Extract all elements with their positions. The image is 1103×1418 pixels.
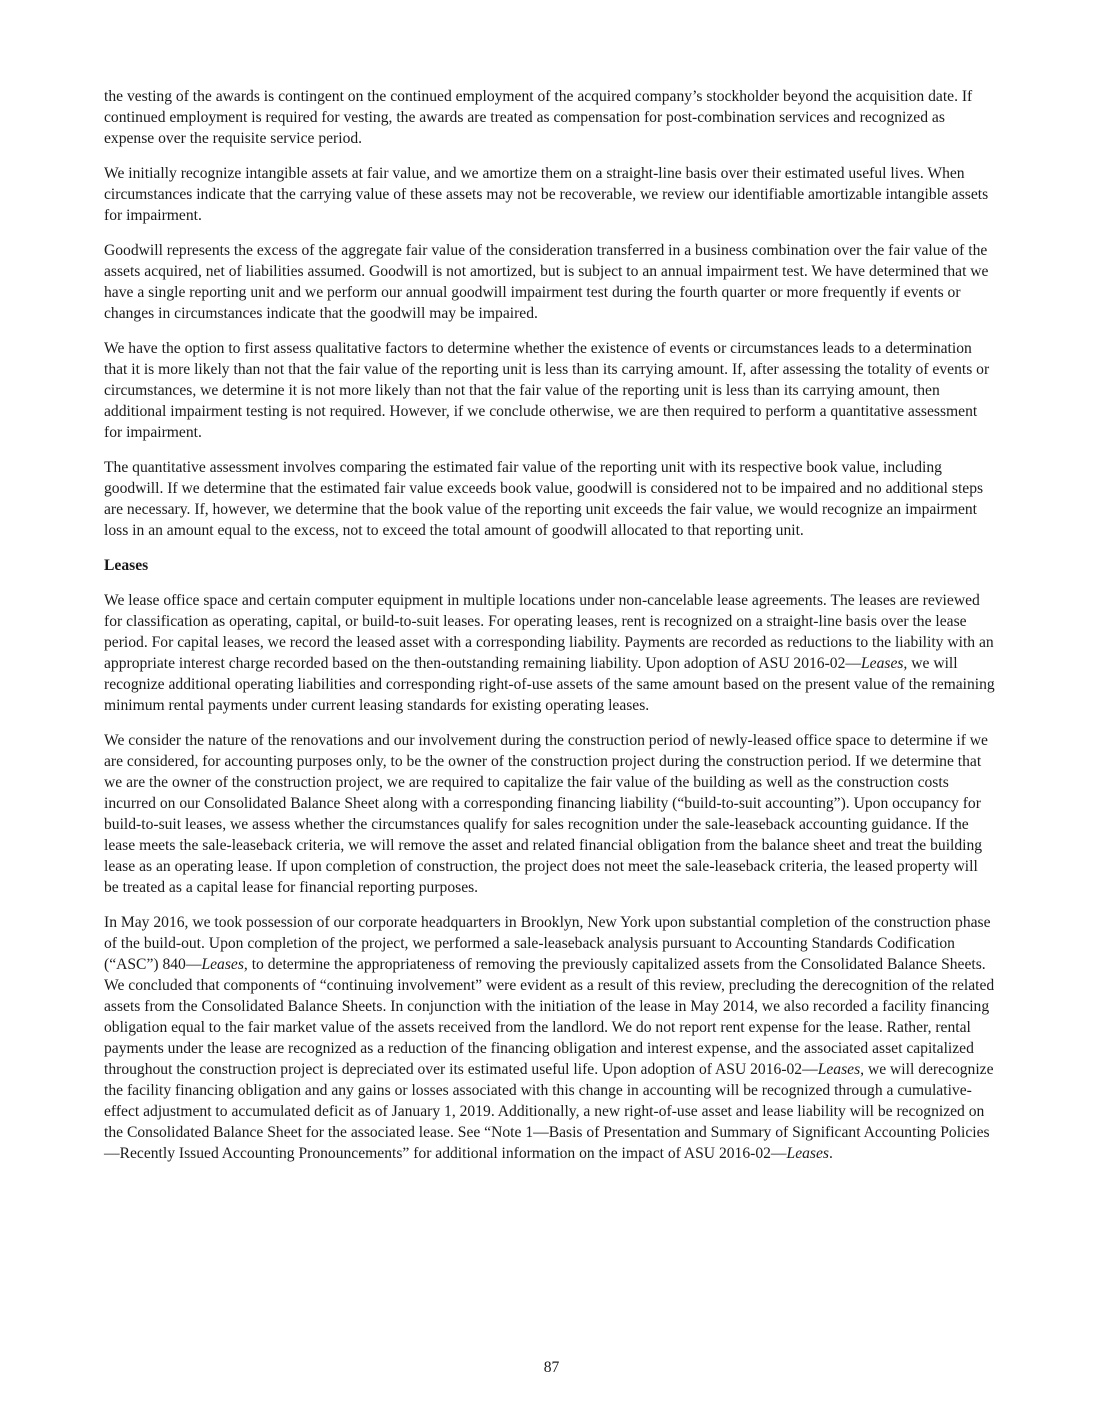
paragraph-headquarters	[104, 912, 996, 1164]
italic-run: Leases	[786, 1145, 829, 1162]
italic-run: Leases,	[860, 655, 908, 672]
text-run: We lease office space and certain computer equipment in multiple locations under non-cancelable lease agreements. The leases are reviewed for classification as operating, capital, or build-to-suit leases. For operating leases, rent is recognized on a straight-line basis over the lease period. For capital leases, we record the leased asset with a corresponding liability. Payments are recorded as reductions to the liability with an appropriate interest charge recorded based on the then-outstanding remaining liability. Upon adoption of ASU 2016-02—	[104, 592, 994, 672]
section-heading-leases: Leases	[104, 557, 149, 574]
text-run: , to determine the appropriateness of removing the previously capitalized assets from the Consolidated Balance Sheets. We concluded that components of “continuing involvement” were evident as a result of this review, precluding the derecognition of the related assets from the Consolidated Balance Sheets. In conjunction with the initiation of the lease in May 2014, we also recorded a facility financing obligation equal to the fair market value of the assets received from the landlord. We do not report rent expense for the lease. Rather, rental payments under the lease are recognized as a reduction of the financing obligation and interest expense, and the associated asset capitalized throughout the construction project is depreciated over its estimated useful life. Upon adoption of ASU 2016-02—	[104, 956, 995, 1078]
paragraph-qualitative-assessment: We have the option to first assess qualitative factors to determine whether the existence of events or circumstances leads to a determination that it is more likely than not that the fair value of the reporting unit is less than its carrying amount. If, after assessing the totality of events or circumstances, we determine it is not more likely than not that the fair value of the reporting unit is less than its carrying amount, then additional impairment testing is not required. However, if we conclude otherwise, we are then required to perform a quantitative assessment for impairment.	[104, 340, 990, 441]
paragraph-build-to-suit: We consider the nature of the renovations and our involvement during the construction period of newly-leased office space to determine if we are considered, for accounting purposes only, to be the owner of the construction project during the construction period. If we determine that we are the owner of the construction project, we are required to capitalize the fair value of the building as well as the construction costs incurred on our Consolidated Balance Sheet along with a corresponding financing liability (“build-to-suit accounting”). Upon occupancy for build-to-suit leases, we assess whether the circumstances qualify for sales recognition under the sale-leaseback accounting guidance. If the lease meets the sale-leaseback criteria, we will remove the asset and related financial obligation from the balance sheet and treat the building lease as an operating lease. If upon completion of construction, the project does not meet the sale-leaseback criteria, the leased property will be treated as a capital lease for financial reporting purposes.	[104, 732, 988, 896]
document-body	[104, 86, 996, 1178]
paragraph-goodwill: Goodwill represents the excess of the aggregate fair value of the consideration transferred in a business combination over the fair value of the assets acquired, net of liabilities assumed. Goodwill is not amortized, but is subject to an annual impairment test. We have determined that we have a single reporting unit and we perform our annual goodwill impairment test during the fourth quarter or more frequently if events or changes in circumstances indicate that the goodwill may be impaired.	[104, 242, 989, 322]
paragraph-quantitative-assessment: The quantitative assessment involves comparing the estimated fair value of the reporting unit with its respective book value, including goodwill. If we determine that the estimated fair value exceeds book value, goodwill is considered not to be impaired and no additional steps are necessary. If, however, we determine that the book value of the reporting unit exceeds the fair value, we would recognize an impairment loss in an amount equal to the excess, not to exceed the total amount of goodwill allocated to that reporting unit.	[104, 459, 984, 539]
paragraph-intangible-assets: We initially recognize intangible assets at fair value, and we amortize them on a straight-line basis over their estimated useful lives. When circumstances indicate that the carrying value of these assets may not be recoverable, we review our identifiable amortizable intangible assets for impairment.	[104, 165, 989, 224]
text-run: .	[828, 1145, 833, 1162]
text-run: we will derecognize the facility financing obligation and any gains or losses associated with this change in accounting will be recognized through a cumulative-effect adjustment to accumulated deficit as of January 1, 2019. Additionally, a new right-of-use asset and lease liability will be recognized on the Consolidated Balance Sheet for the associated lease. See “Note 1—Basis of Presentation and Summary of Significant Accounting Policies—Recently Issued Accounting Pronouncements” for additional information on the impact of ASU 2016-02—	[104, 1061, 994, 1162]
text-run: we will recognize additional operating liabilities and corresponding right-of-use assets of the same amount based on the present value of the remaining minimum rental payments under current leasing standards for existing operating leases.	[104, 655, 995, 714]
italic-run: Leases,	[817, 1061, 865, 1078]
page-number: 87	[543, 1359, 560, 1376]
paragraph-lease-classification	[104, 590, 996, 716]
text-run: In May 2016, we took possession of our corporate headquarters in Brooklyn, New York upon substantial completion of the construction phase of the build-out. Upon completion of the project, we performed a sale-leaseback analysis pursuant to Accounting Standards Codification (“ASC”) 840—	[104, 914, 991, 973]
paragraph-awards-vesting: the vesting of the awards is contingent on the continued employment of the acquired company’s stockholder beyond the acquisition date. If continued employment is required for vesting, the awards are treated as compensation for post-combination services and recognized as expense over the requisite service period.	[104, 88, 973, 147]
italic-run: Leases	[201, 956, 244, 973]
